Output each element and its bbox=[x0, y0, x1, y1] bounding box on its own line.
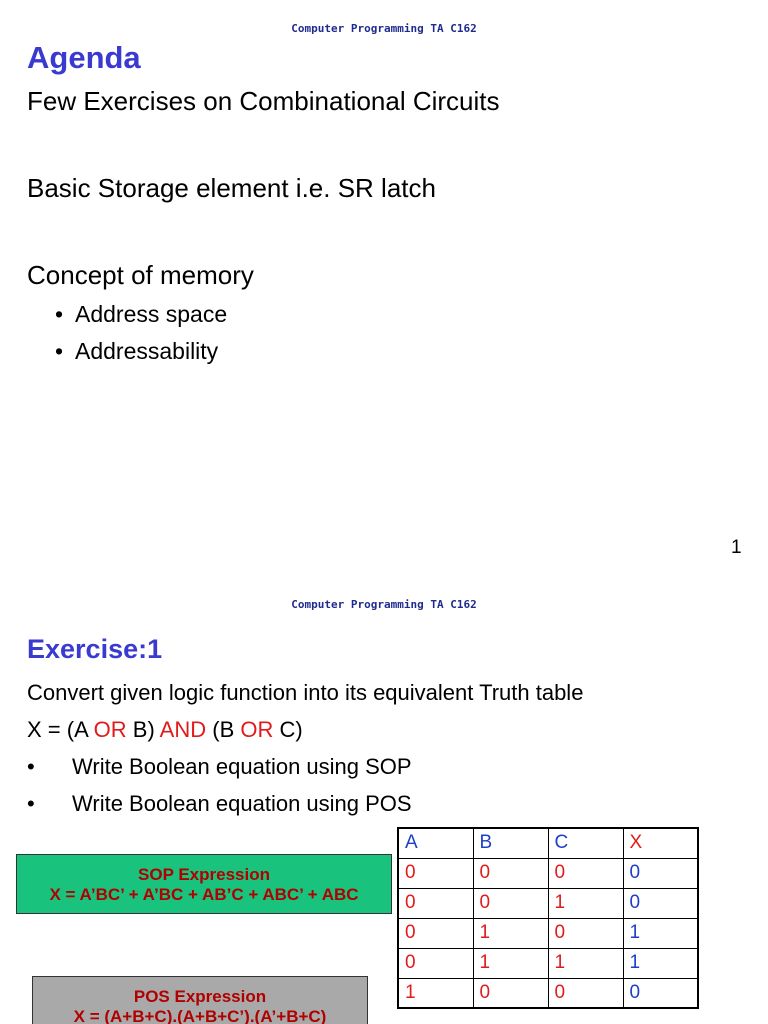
header-a: A bbox=[398, 828, 473, 858]
table-cell: 0 bbox=[473, 888, 548, 918]
table-cell: 0 bbox=[473, 858, 548, 888]
table-cell: 0 bbox=[398, 888, 473, 918]
agenda-item-memory: Concept of memory bbox=[27, 260, 254, 290]
table-cell: 1 bbox=[473, 948, 548, 978]
table-cell: 0 bbox=[623, 858, 698, 888]
slide-title: Exercise:1 bbox=[27, 634, 163, 664]
bullet-icon: • bbox=[55, 301, 64, 327]
table-cell: 0 bbox=[398, 858, 473, 888]
pos-expression: X = (A+B+C).(A+B+C’).(A’+B+C) bbox=[73, 1007, 327, 1024]
sop-expression: X = A’BC’ + A’BC + AB’C + ABC’ + ABC bbox=[49, 885, 359, 904]
bullet-pos bbox=[27, 791, 412, 817]
table-cell: 1 bbox=[548, 888, 623, 918]
table-cell: 0 bbox=[548, 918, 623, 948]
sop-title: SOP Expression bbox=[138, 865, 270, 884]
equation-part: B) bbox=[126, 717, 160, 742]
header-x: X bbox=[623, 828, 698, 858]
pos-expression-box bbox=[32, 976, 368, 1024]
header-b: B bbox=[473, 828, 548, 858]
table-row bbox=[398, 888, 698, 918]
slide-header: Computer Programming TA C162 bbox=[291, 598, 477, 611]
table-cell: 0 bbox=[548, 858, 623, 888]
table-cell: 0 bbox=[398, 918, 473, 948]
slide-2 bbox=[0, 576, 768, 1024]
table-cell: 1 bbox=[623, 918, 698, 948]
header-c: C bbox=[548, 828, 623, 858]
pos-title: POS Expression bbox=[133, 987, 267, 1006]
equation-part: C) bbox=[273, 717, 303, 742]
bullet-label: Write Boolean equation using SOP bbox=[72, 754, 412, 779]
table-cell: 1 bbox=[473, 918, 548, 948]
sub-item-address-space bbox=[55, 301, 227, 328]
agenda-item-exercises: Few Exercises on Combinational Circuits bbox=[27, 86, 500, 116]
bullet-label: Write Boolean equation using POS bbox=[72, 791, 412, 816]
table-cell: 1 bbox=[398, 978, 473, 1008]
table-header-row bbox=[398, 828, 698, 858]
exercise-intro: Convert given logic function into its equivalent Truth table bbox=[27, 680, 584, 705]
table-cell: 1 bbox=[548, 948, 623, 978]
sub-item-label: Addressability bbox=[75, 338, 219, 364]
sub-item-addressability bbox=[55, 338, 218, 365]
table-row bbox=[398, 978, 698, 1008]
table-row bbox=[398, 858, 698, 888]
table-cell: 1 bbox=[623, 948, 698, 978]
table-cell: 0 bbox=[548, 978, 623, 1008]
equation-part: (B bbox=[206, 717, 241, 742]
sop-expression-box bbox=[16, 854, 392, 914]
logic-equation bbox=[27, 717, 303, 743]
truth-table bbox=[397, 827, 699, 1009]
slide-title: Agenda bbox=[27, 40, 141, 75]
table-cell: 0 bbox=[623, 978, 698, 1008]
table-row bbox=[398, 918, 698, 948]
sub-item-label: Address space bbox=[75, 301, 228, 327]
page-number: 1 bbox=[731, 537, 742, 558]
operator-and: AND bbox=[159, 717, 207, 742]
bullet-icon: • bbox=[27, 754, 35, 779]
table-cell: 0 bbox=[623, 888, 698, 918]
table-cell: 0 bbox=[398, 948, 473, 978]
bullet-icon: • bbox=[27, 791, 35, 816]
agenda-item-sr-latch: Basic Storage element i.e. SR latch bbox=[27, 173, 436, 203]
slide-header: Computer Programming TA C162 bbox=[291, 22, 477, 35]
equation-part: X = (A bbox=[27, 717, 94, 742]
bullet-sop bbox=[27, 754, 412, 780]
bullet-icon: • bbox=[55, 338, 64, 364]
table-row bbox=[398, 948, 698, 978]
operator-or: OR bbox=[240, 717, 274, 742]
table-cell: 0 bbox=[473, 978, 548, 1008]
operator-or: OR bbox=[93, 717, 127, 742]
